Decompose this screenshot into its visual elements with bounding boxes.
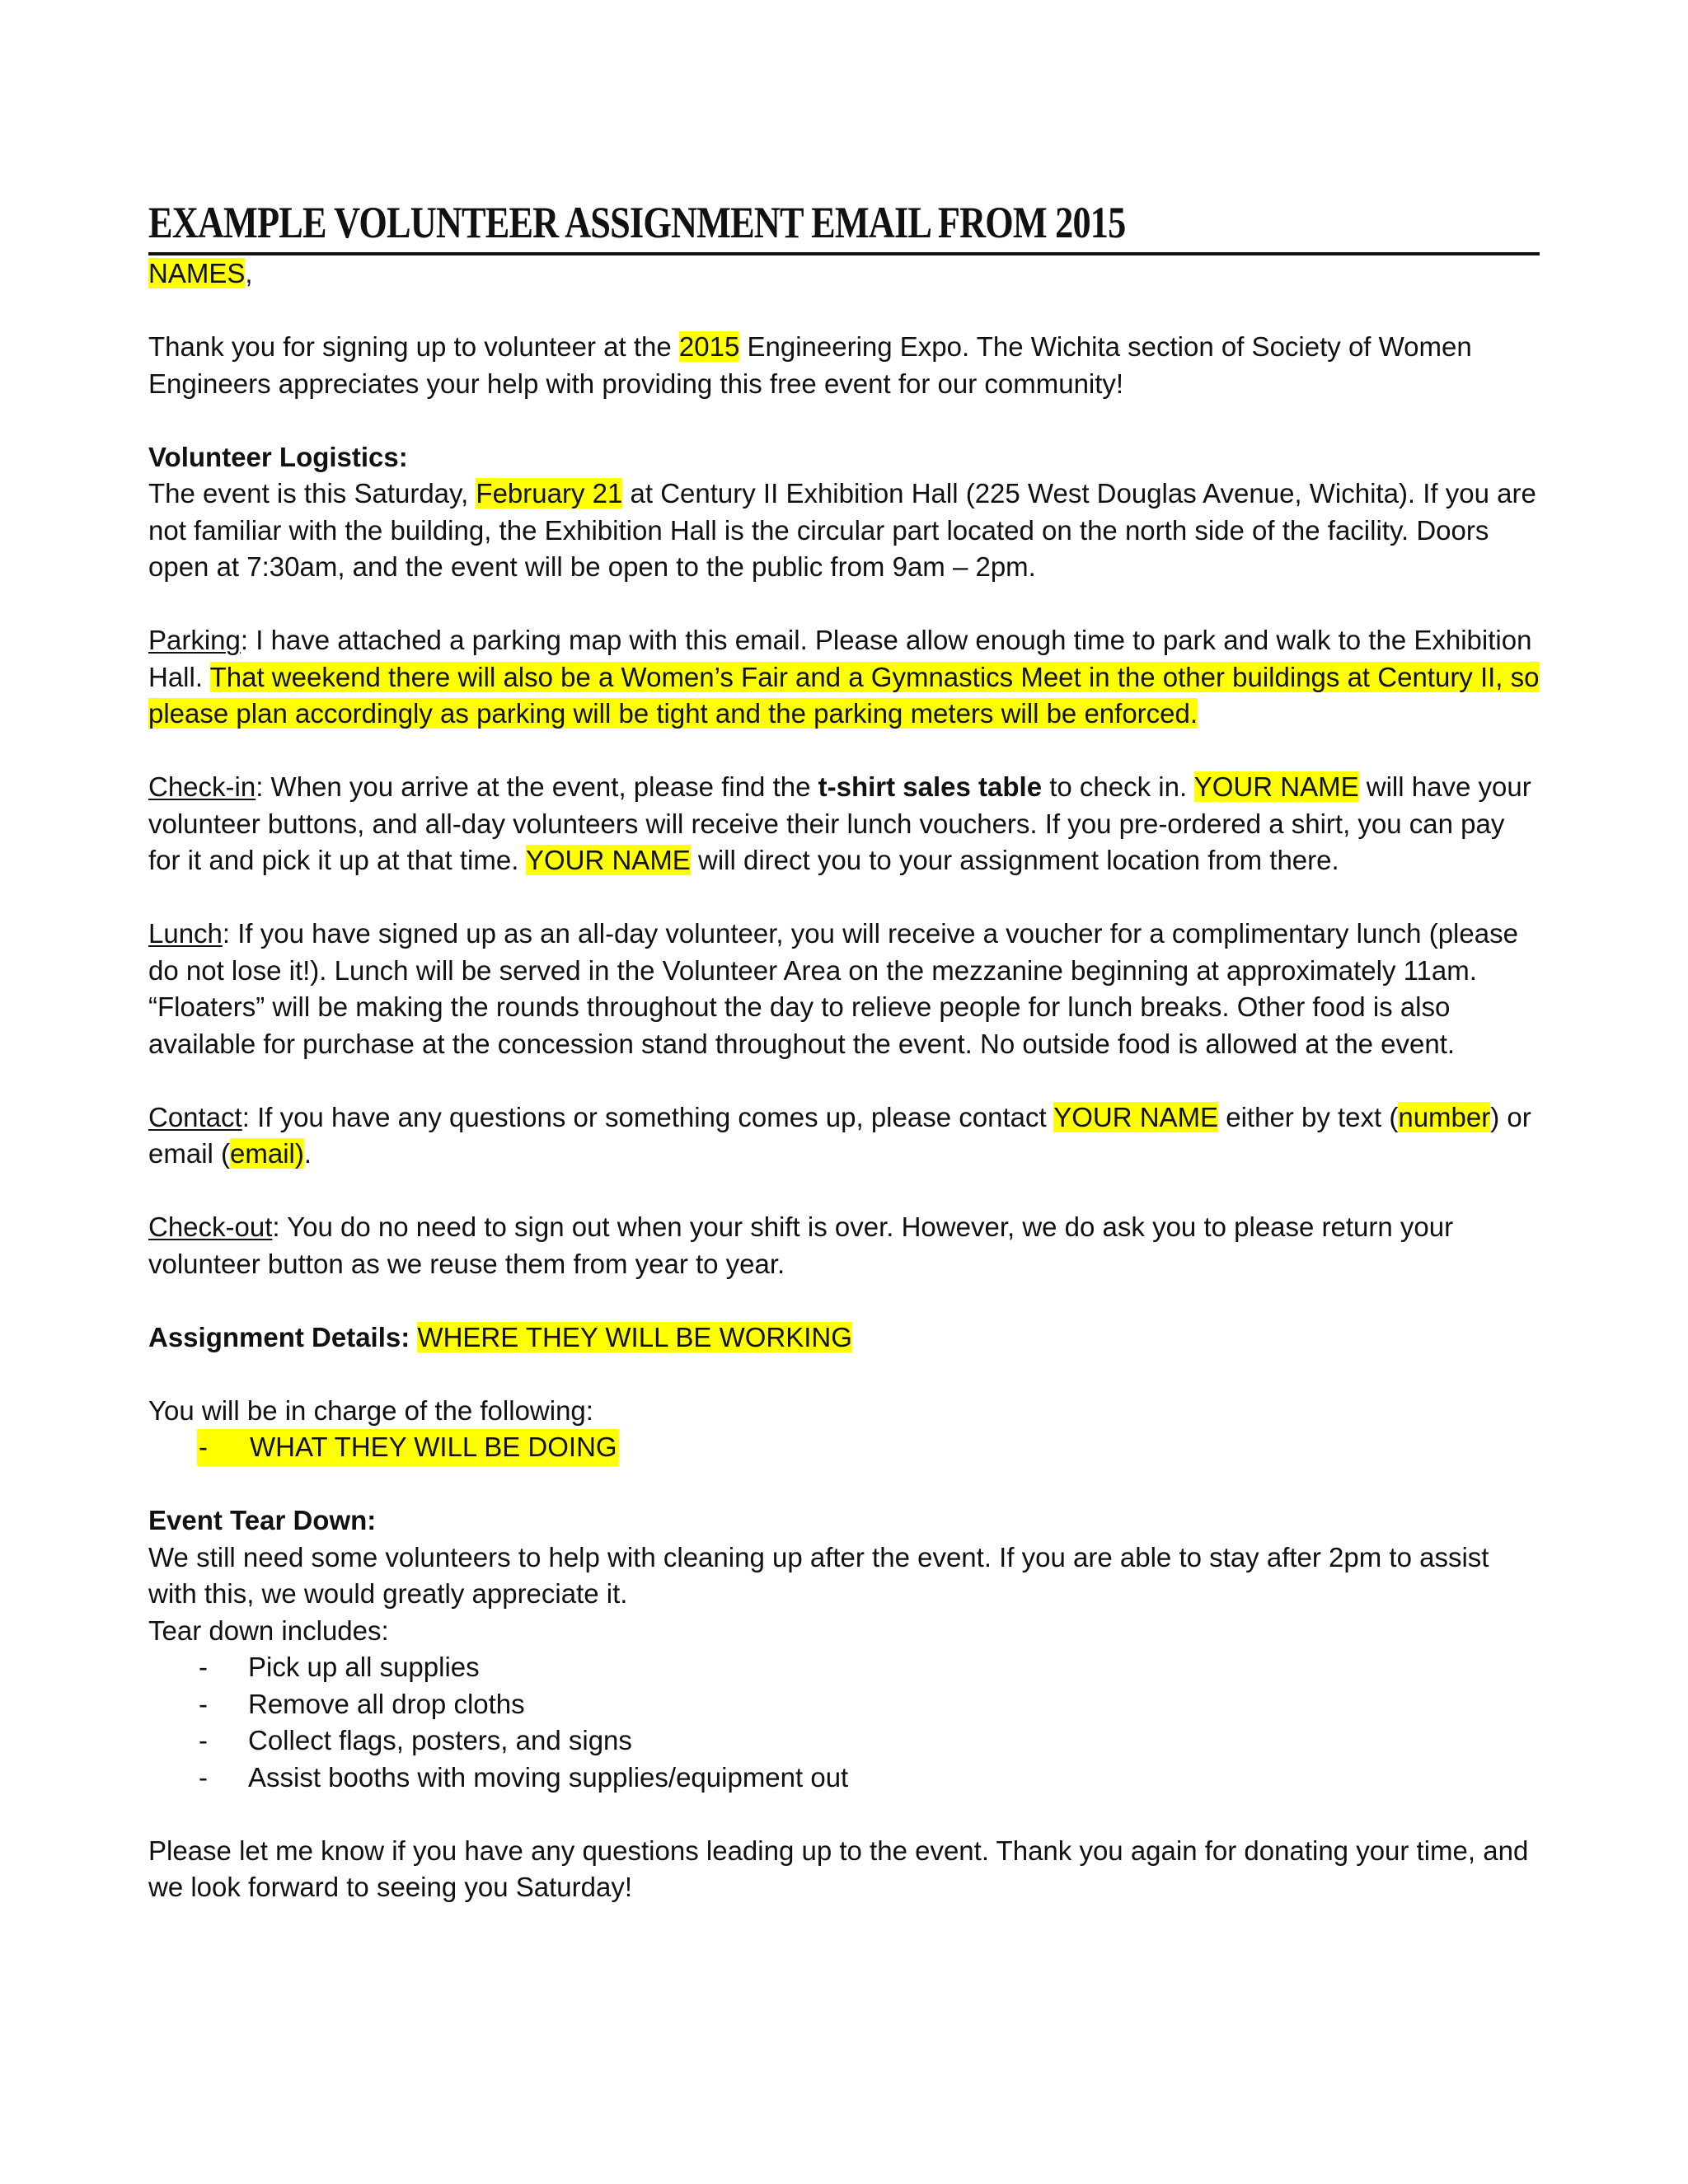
bullet-dash: - <box>199 1725 208 1755</box>
parking-highlight: That weekend there will also be a Women’s Fair and a Gymnastics Meet in the other buildings at Century II, so please plan accordingly as parking will be tight and the parking meters will be enforced. <box>148 661 1540 729</box>
date-placeholder: February 21 <box>476 478 623 509</box>
teardown-list <box>148 1649 1540 1796</box>
list-item: - Pick up all supplies <box>148 1649 1540 1686</box>
list-item: - Remove all drop cloths <box>148 1686 1540 1723</box>
year-placeholder: 2015 <box>678 331 740 362</box>
your-name-placeholder: YOUR NAME <box>1193 771 1359 802</box>
your-name-placeholder: YOUR NAME <box>1053 1101 1219 1132</box>
email-placeholder: email) <box>230 1138 304 1169</box>
lunch-paragraph: Lunch: If you have signed up as an all-day volunteer, you will receive a voucher for a complimentary lunch (please do not lose it!). Lunch will be served in the Volunteer Area on the mezzanine beginning at approximately 11am. “Floaters” will be making the rounds throughout the day to relieve people for lunch breaks. Other food is also available for purchase at the concession stand throughout the event. No outside food is allowed at the event. <box>148 918 1518 1059</box>
teardown-paragraph: We still need some volunteers to help with cleaning up after the event. If you are able to stay after 2pm to assist with this, we would greatly appreciate it. <box>148 1541 1489 1609</box>
bullet-dash: - <box>199 1652 208 1682</box>
list-item: - Collect flags, posters, and signs <box>148 1722 1540 1760</box>
parking-paragraph: Parking: I have attached a parking map with this email. Please allow enough time to park and walk to the Exhibition Hall. That weekend there will also be a Women’s Fair and a Gymnastics Meet in the other buildings at Century II, so please plan accordingly as parking will be tight and the parking meters will be enforced. <box>148 625 1540 729</box>
closing-paragraph: Please let me know if you have any questions leading up to the event. Thank you again for donating your time, and we look forward to seeing you Saturday! <box>148 1835 1529 1902</box>
number-placeholder: number <box>1398 1101 1491 1132</box>
charge-item <box>148 1429 1540 1466</box>
where-placeholder: WHERE THEY WILL BE WORKING <box>417 1321 852 1352</box>
contact-label: Contact <box>148 1101 242 1132</box>
checkout-paragraph: Check-out: You do no need to sign out when your shift is over. However, we do ask you to please return your volunteer button as we reuse them from year to year. <box>148 1212 1454 1279</box>
parking-label: Parking <box>148 625 241 655</box>
logistics-heading: Volunteer Logistics: <box>148 441 408 472</box>
assignment-line <box>148 1319 1540 1357</box>
teardown-heading: Event Tear Down: <box>148 1505 377 1535</box>
email-body <box>148 255 1540 1906</box>
your-name-placeholder: YOUR NAME <box>525 845 691 875</box>
what-placeholder: WHAT THEY WILL BE DOING <box>250 1432 617 1462</box>
greeting-names-placeholder: NAMES <box>148 258 246 288</box>
contact-paragraph: Contact: If you have any questions or something comes up, please contact YOUR NAME either by text (number) or email (email). <box>148 1101 1531 1169</box>
assignment-heading: Assignment Details: <box>148 1321 410 1352</box>
list-item: - Assist booths with moving supplies/equipment out <box>148 1760 1540 1797</box>
lunch-label: Lunch <box>148 918 223 949</box>
document-title: EXAMPLE VOLUNTEER ASSIGNMENT EMAIL FROM 2015 <box>148 198 1126 247</box>
logistics-paragraph: The event is this Saturday, February 21 at Century II Exhibition Hall (225 West Douglas Avenue, Wichita). If you are not familiar with the building, the Exhibition Hall is the circular part located on the north side of the facility. Doors open at 7:30am, and the event will be open to the public from 9am – 2pm. <box>148 478 1536 582</box>
checkin-paragraph: Check-in: When you arrive at the event, please find the t-shirt sales table to check in. YOUR NAME will have your volunteer buttons, and all-day volunteers will receive their lunch vouchers. If you pre-ordered a shirt, you can pay for it and pick it up at that time. YOUR NAME will direct you to your assignment location from there. <box>148 771 1531 875</box>
bullet-dash: - <box>199 1432 208 1462</box>
bullet-dash: - <box>199 1761 208 1793</box>
document-page <box>148 196 1540 1906</box>
intro-paragraph: Thank you for signing up to volunteer at the 2015 Engineering Expo. The Wichita section of Society of Women Engineers appreciates your help with providing this free event for our community! <box>148 331 1472 399</box>
checkin-label: Check-in <box>148 771 256 802</box>
greeting: NAMES, <box>148 258 253 288</box>
tshirt-table-text: t-shirt sales table <box>818 771 1043 802</box>
bullet-dash: - <box>199 1688 208 1719</box>
checkout-label: Check-out <box>148 1212 273 1242</box>
charge-intro: You will be in charge of the following: <box>148 1394 593 1426</box>
teardown-includes: Tear down includes: <box>148 1615 389 1646</box>
